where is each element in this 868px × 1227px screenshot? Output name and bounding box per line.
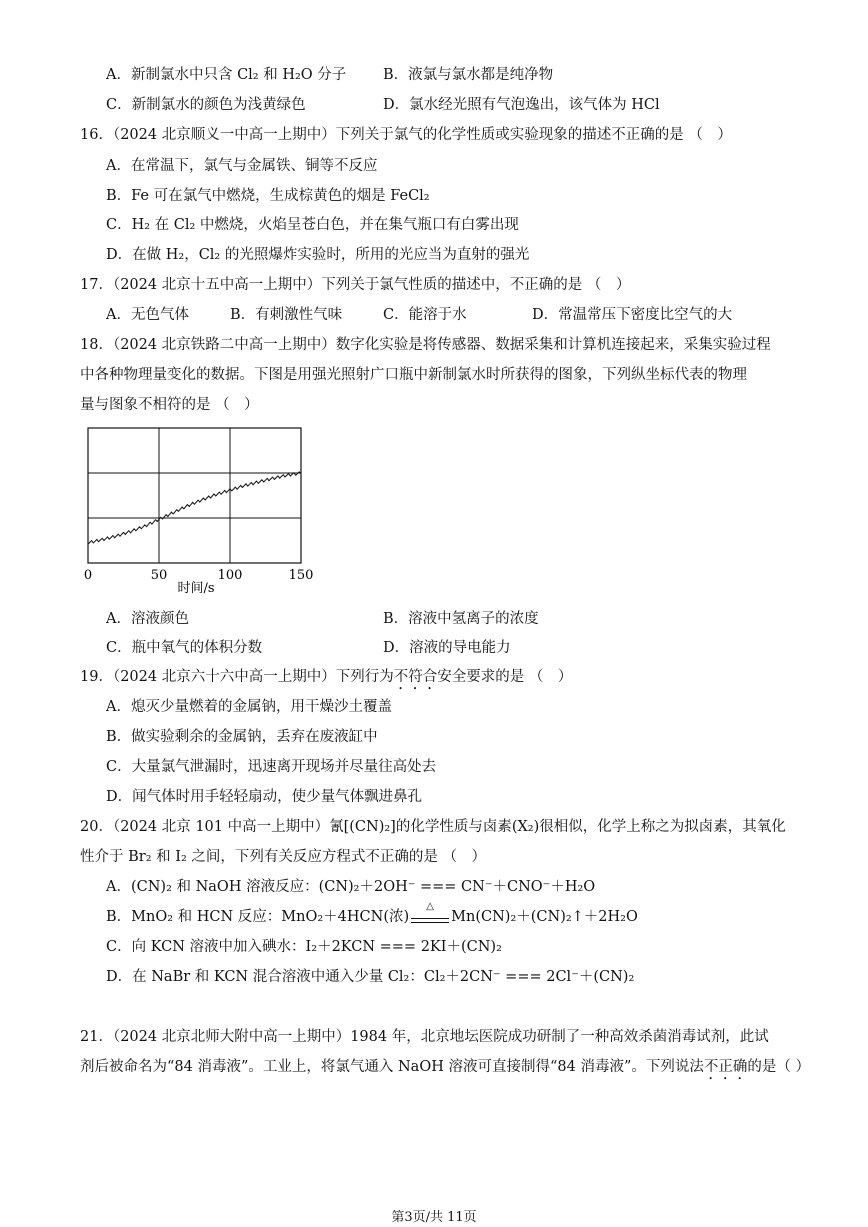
q17-option-d: D．常温常压下密度比空气的大 [532,307,733,323]
q21-stem-line1: 21．（2024 北京北师大附中高一上期中）1984 年，北京地坛医院成功研制了一种高效杀菌消毒试剂，此试 [80,1029,769,1045]
q20-option-a: A．(CN)₂ 和 NaOH 溶液反应：(CN)₂＋2OH⁻ === CN⁻＋CNO⁻＋H₂O [106,879,596,895]
q17-option-a: A．无色气体 [106,307,189,323]
q16-option-c: C．H₂ 在 Cl₂ 中燃烧，火焰呈苍白色，并在集气瓶口有白雾出现 [106,217,519,233]
q19-stem [80,668,572,693]
q15-option-c: C．新制氯水的颜色为浅黄绿色 [106,97,306,113]
q19-option-d: D．闻气体时用手轻轻扇动，使少量气体飘进鼻孔 [106,789,423,805]
q20-option-b-post: Mn(CN)₂＋(CN)₂↑＋2H₂O [451,909,638,925]
x-axis-label: 时间/s [177,581,215,596]
q21-stem-post: 的是（ ） [747,1059,810,1075]
q18-option-b: B．溶液中氢离子的浓度 [383,611,539,627]
x-tick-label: 0 [83,568,93,583]
q20-stem-line1: 20．（2024 北京 101 中高一上期中）氰[(CN)₂]的化学性质与卤素(X₂)很相似，化学上称之为拟卤素，其氧化 [80,819,786,835]
q19-stem-emphasis: 不符合 [393,669,438,685]
q17-stem: 17．（2024 北京十五中高一上期中）下列关于氯气性质的描述中，不正确的是 （ ） [80,277,631,293]
page-footer: 第3页/共 11页 [391,1210,477,1225]
equals-bar [411,918,449,923]
q18-option-d: D．溶液的导电能力 [383,640,511,656]
q21-stem-emphasis: 不正确 [703,1059,748,1075]
q19-stem-post: 安全要求的是 （ ） [437,669,573,685]
q15-option-a: A．新制氯水中只含 Cl₂ 和 H₂O 分子 [106,67,347,83]
q18-stem-line3: 量与图象不相符的是 （ ） [80,397,259,413]
x-tick-label: 50 [150,568,168,583]
q20-option-b [106,901,638,926]
x-tick-label: 100 [217,568,243,583]
q21-stem-pre: 剂后被命名为“84 消毒液”。工业上，将氯气通入 NaOH 溶液可直接制得“84 消毒液”。下列说法 [80,1059,704,1075]
plot-frame [88,428,301,563]
q18-option-c: C．瓶中氧气的体积分数 [106,640,263,656]
q19-option-a: A．熄灭少量燃着的金属钠，用干燥沙土覆盖 [106,699,392,715]
heat-triangle-icon: △ [426,901,434,912]
q16-option-a: A．在常温下，氯气与金属铁、铜等不反应 [106,158,378,174]
series-line [88,472,301,544]
heating-condition-arrow [409,901,451,926]
q15-option-b: B．液氯与氯水都是纯净物 [383,67,554,83]
q18-option-a: A．溶液颜色 [106,611,189,627]
chart-series [88,472,301,544]
q17-option-c: C．能溶于水 [383,307,467,323]
q18-stem-line1: 18．（2024 北京铁路二中高一上期中）数字化实验是将传感器、数据采集和计算机连接起来，采集实验过程 [80,337,771,353]
q18-stem-line2: 中各种物理量变化的数据。下图是用强光照射广口瓶中新制氯水时所获得的图象，下列纵坐标代表的物理 [80,367,747,383]
q15-option-d: D．氯水经光照有气泡逸出，该气体为 HCl [383,97,660,113]
x-tick-label: 150 [288,568,314,583]
q19-option-c: C．大量氯气泄漏时，迅速离开现场并尽量往高处去 [106,759,437,775]
q21-stem-line2 [80,1058,810,1083]
q16-option-d: D．在做 H₂，Cl₂ 的光照爆炸实验时，所用的光应当为直射的强光 [106,247,530,263]
chart-grid [88,428,301,563]
q17-option-b: B．有刺激性气味 [230,307,343,323]
line-chart [78,420,328,600]
q20-option-c: C．向 KCN 溶液中加入碘水：I₂＋2KCN === 2KI＋(CN)₂ [106,939,502,955]
q16-option-b: B．Fe 可在氯气中燃烧，生成棕黄色的烟是 FeCl₂ [106,188,430,204]
q20-option-b-pre: B．MnO₂ 和 HCN 反应：MnO₂＋4HCN(浓) [106,909,410,925]
q16-stem: 16．（2024 北京顺义一中高一上期中）下列关于氯气的化学性质或实验现象的描述不正确的是 （ ） [80,127,732,143]
q19-stem-pre: 19．（2024 北京六十六中高一上期中）下列行为 [80,669,394,685]
q19-option-b: B．做实验剩余的金属钠，丢弃在废液缸中 [106,729,378,745]
q20-option-d: D．在 NaBr 和 KCN 混合溶液中通入少量 Cl₂：Cl₂＋2CN⁻ === 2Cl⁻＋(CN)₂ [106,969,635,985]
q20-stem-line2: 性介于 Br₂ 和 I₂ 之间，下列有关反应方程式不正确的是 （ ） [80,849,486,865]
